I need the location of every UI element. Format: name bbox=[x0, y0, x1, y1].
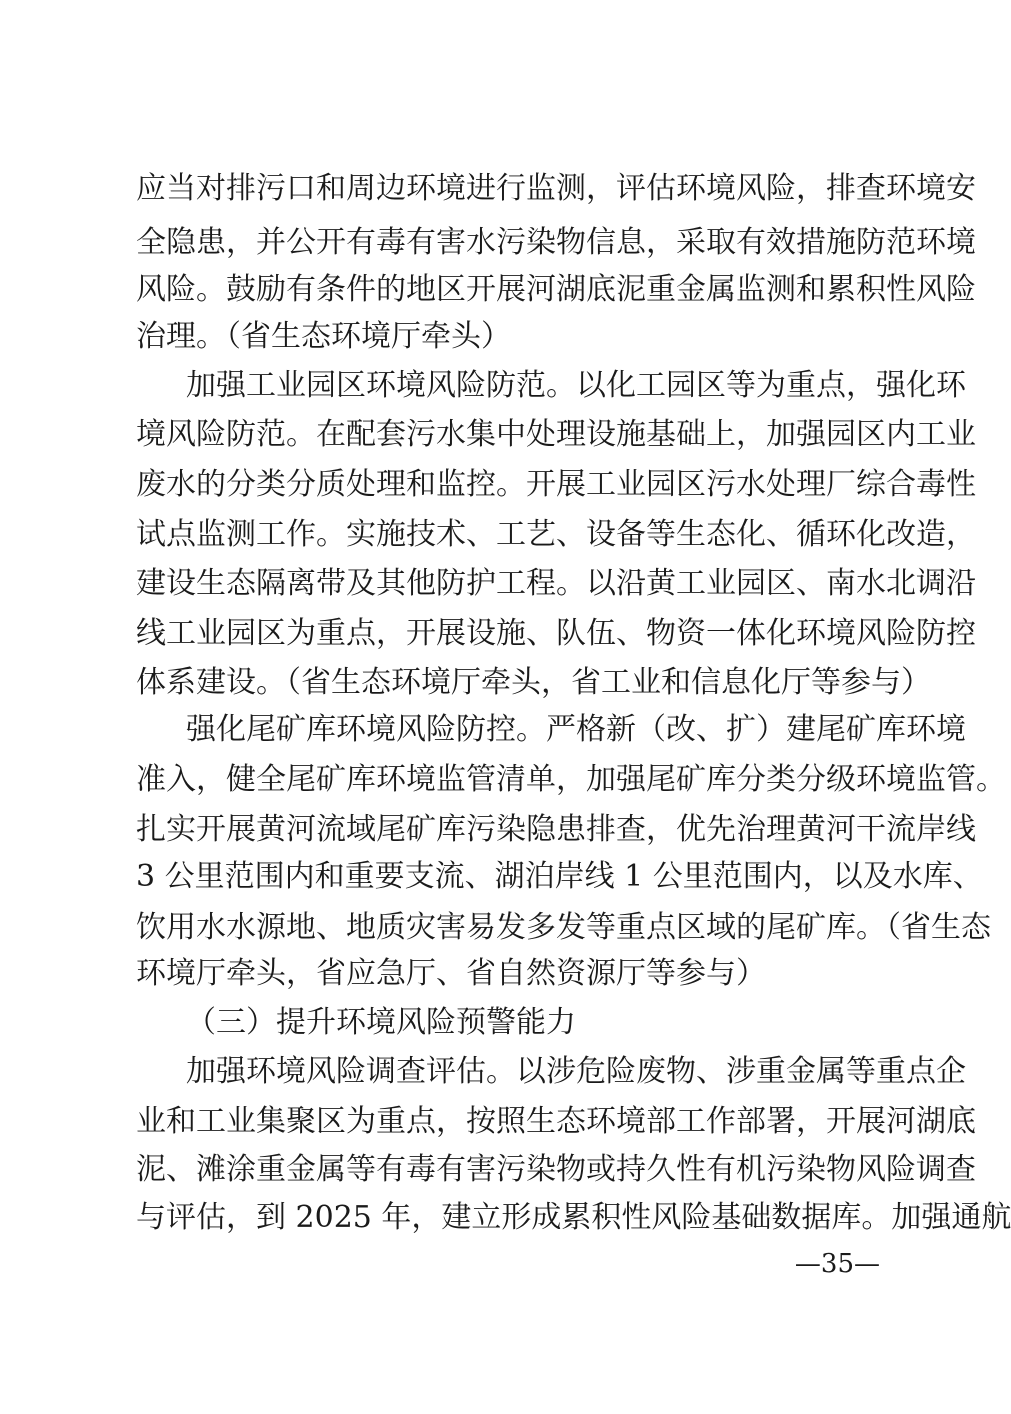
text-line: 全隐患，并公开有毒有害水污染物信息，采取有效措施防范环境 bbox=[136, 225, 976, 260]
text-line: 建设生态隔离带及其他防护工程。以沿黄工业园区、南水北调沿 bbox=[136, 566, 976, 601]
text-line: 治理。（省生态环境厅牵头） bbox=[136, 319, 511, 354]
text-line: 扎实开展黄河流域尾矿库污染隐患排查，优先治理黄河干流岸线 bbox=[136, 812, 976, 847]
paragraph-first-line: 强化尾矿库环境风险防控。严格新（改、扩）建尾矿库环境 bbox=[186, 712, 966, 747]
text-line: 废水的分类分质处理和监控。开展工业园区污水处理厂综合毒性 bbox=[136, 467, 976, 502]
section-heading: （三）提升环境风险预警能力 bbox=[186, 1005, 576, 1040]
text-line: 准入，健全尾矿库环境监管清单，加强尾矿库分类分级环境监管。 bbox=[136, 762, 1006, 797]
text-line: 业和工业集聚区为重点，按照生态环境部工作部署，开展河湖底 bbox=[136, 1104, 976, 1139]
text-line: 3 公里范围内和重要支流、湖泊岸线 1 公里范围内，以及水库、 bbox=[136, 859, 983, 894]
text-line: 风险。鼓励有条件的地区开展河湖底泥重金属监测和累积性风险 bbox=[136, 272, 976, 307]
text-line: 与评估，到 2025 年，建立形成累积性风险基础数据库。加强通航 bbox=[136, 1200, 1011, 1235]
text-line: 泥、滩涂重金属等有毒有害污染物或持久性有机污染物风险调查 bbox=[136, 1152, 976, 1187]
text-line: 境风险防范。在配套污水集中处理设施基础上，加强园区内工业 bbox=[136, 417, 976, 452]
text-line: 线工业园区为重点，开展设施、队伍、物资一体化环境风险防控 bbox=[136, 616, 976, 651]
text-line: 试点监测工作。实施技术、工艺、设备等生态化、循环化改造， bbox=[136, 517, 976, 552]
page-number: —35— bbox=[794, 1249, 880, 1279]
text-line: 饮用水水源地、地质灾害易发多发等重点区域的尾矿库。（省生态 bbox=[136, 910, 991, 945]
text-line: 体系建设。（省生态环境厅牵头，省工业和信息化厅等参与） bbox=[136, 665, 931, 700]
paragraph-first-line: 加强工业园区环境风险防范。以化工园区等为重点，强化环 bbox=[186, 368, 966, 403]
text-line: 环境厅牵头，省应急厅、省自然资源厅等参与） bbox=[136, 956, 766, 991]
paragraph-first-line: 加强环境风险调查评估。以涉危险废物、涉重金属等重点企 bbox=[186, 1054, 966, 1089]
text-line: 应当对排污口和周边环境进行监测，评估环境风险，排查环境安 bbox=[136, 171, 976, 206]
